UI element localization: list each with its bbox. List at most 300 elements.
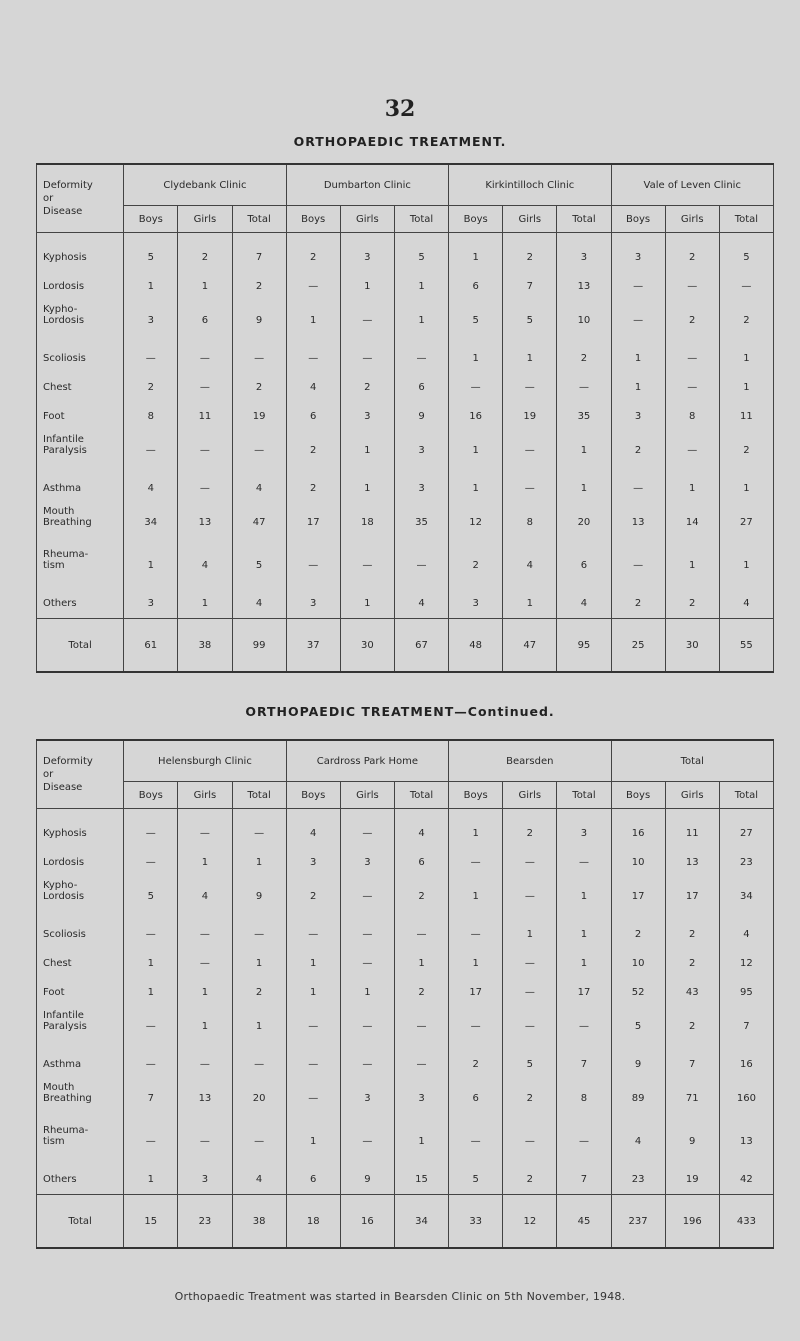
table-cell: 2 [557,344,611,373]
table-cell: 17 [449,978,503,1007]
table-cell: 3 [557,243,611,272]
subheader-girls: Girls [178,782,232,809]
table-cell: 17 [286,517,340,546]
table-cell: — [340,819,394,848]
table-cell: 5 [232,560,286,589]
subheader-total: Total [232,206,286,233]
table-cell: 2 [286,243,340,272]
table-cell: 15 [394,1165,448,1195]
row-label: Paralysis [37,445,124,474]
table-row [37,1136,774,1165]
table-cell: 2 [124,373,178,402]
table-cell: — [394,1050,448,1079]
subheader-boys: Boys [124,206,178,233]
total-cell: 47 [503,619,557,673]
table-cell: 3 [449,589,503,619]
table-cell: 2 [665,1021,719,1050]
table-cell: 2 [503,819,557,848]
table-cell: 1 [178,848,232,877]
table-cell: 11 [665,819,719,848]
table-cell: 1 [178,272,232,301]
table-row [37,1050,774,1079]
clinic-header: Clydebank Clinic [124,164,286,206]
table-row [37,402,774,431]
row-label: Foot [37,978,124,1007]
table-cell: 7 [719,1021,773,1050]
total-cell: 237 [611,1195,665,1249]
table-cell: — [503,373,557,402]
table-cell: — [124,445,178,474]
table-cell: 1 [611,373,665,402]
table-cell: 47 [232,517,286,546]
table-cell: 5 [449,315,503,344]
table-cell: — [286,560,340,589]
total-cell: 38 [178,619,232,673]
table-cell: 1 [340,978,394,1007]
table-row [37,1165,774,1195]
table-cell: — [557,1136,611,1165]
table-cell: 14 [665,517,719,546]
clinic-header: Total [611,740,773,782]
table-cell: 4 [232,589,286,619]
subheader-boys: Boys [124,782,178,809]
table-cell: — [611,272,665,301]
table-cell: — [449,373,503,402]
table-cell: 11 [719,402,773,431]
table-cell: 1 [557,920,611,949]
total-cell: 16 [340,1195,394,1249]
row-label: Others [37,589,124,619]
row-label: Kyphosis [37,819,124,848]
row-label: Scoliosis [37,344,124,373]
table-cell: 12 [719,949,773,978]
disease-column-header [37,164,124,233]
clinic-header: Cardross Park Home [286,740,448,782]
table-cell: 2 [503,1165,557,1195]
row-label: Lordosis [37,891,124,920]
total-label: Total [37,1195,124,1249]
table-cell: 7 [557,1165,611,1195]
table-cell: 7 [557,1050,611,1079]
table-row [37,978,774,1007]
table-cell: 4 [232,474,286,503]
total-cell: 34 [394,1195,448,1249]
table-cell: — [286,1050,340,1079]
table-cell: — [340,920,394,949]
table-cell: 12 [449,517,503,546]
table-cell: 10 [611,949,665,978]
table-cell: 1 [449,243,503,272]
table-cell: 3 [611,243,665,272]
total-cell: 37 [286,619,340,673]
table-cell: 3 [124,589,178,619]
table-cell: 9 [611,1050,665,1079]
table-cell: — [394,560,448,589]
table-cell: 2 [449,1050,503,1079]
table-cell: — [340,560,394,589]
row-label: Lordosis [37,315,124,344]
table-cell: 34 [124,517,178,546]
table-cell: — [665,373,719,402]
table-cell: 43 [665,978,719,1007]
table-cell: 8 [124,402,178,431]
table-cell: 1 [557,891,611,920]
table-cell: 1 [340,589,394,619]
table-cell: — [611,560,665,589]
subheader-boys: Boys [611,206,665,233]
table-cell: 6 [178,315,232,344]
table-cell: 89 [611,1093,665,1122]
row-label: tism [37,1136,124,1165]
table-cell: — [340,891,394,920]
table-cell: 13 [719,1136,773,1165]
table-cell: 4 [394,819,448,848]
table-cell: 1 [503,920,557,949]
table-cell: — [503,848,557,877]
total-cell: 67 [394,619,448,673]
table-cell: — [394,344,448,373]
subheader-girls: Girls [665,206,719,233]
table-cell: 7 [232,243,286,272]
table-cell: 1 [449,344,503,373]
table-cell: — [665,272,719,301]
table-row [37,272,774,301]
table-cell: — [178,373,232,402]
table-cell: 4 [232,1165,286,1195]
table-cell: — [503,1021,557,1050]
table-cell: 5 [719,243,773,272]
table-row [37,243,774,272]
table-cell: 10 [557,315,611,344]
disease-header-word: Deformity [43,756,93,767]
table-cell: 7 [124,1093,178,1122]
table-cell: 2 [178,243,232,272]
table-cell: 1 [557,445,611,474]
table-cell: — [232,344,286,373]
table-cell: 1 [394,315,448,344]
table-cell: — [449,1136,503,1165]
subheader-girls: Girls [178,206,232,233]
table-cell: 34 [719,891,773,920]
row-label: Scoliosis [37,920,124,949]
table-cell: 9 [665,1136,719,1165]
subheader-girls: Girls [665,782,719,809]
table-cell: 160 [719,1093,773,1122]
table-cell: 16 [611,819,665,848]
table-cell: — [124,344,178,373]
table-cell: 1 [394,272,448,301]
table-cell: — [178,344,232,373]
table-cell: — [449,920,503,949]
total-cell: 61 [124,619,178,673]
table-cell: — [340,1021,394,1050]
table-cell: 1 [232,848,286,877]
table-cell: 3 [394,474,448,503]
table-cell: — [178,474,232,503]
total-cell: 196 [665,1195,719,1249]
table-cell: 1 [665,560,719,589]
table-cell: 3 [124,315,178,344]
table-cell: 9 [232,315,286,344]
table-cell: 1 [124,1165,178,1195]
disease-header-word: Deformity [43,180,93,191]
table-cell: — [503,474,557,503]
subheader-total: Total [719,206,773,233]
table-cell: 71 [665,1093,719,1122]
table-cell: 8 [557,1093,611,1122]
table-cell: — [232,819,286,848]
table-cell: — [178,445,232,474]
subheader-total: Total [557,782,611,809]
table-cell: — [232,445,286,474]
table-cell: 23 [719,848,773,877]
subheader-girls: Girls [503,206,557,233]
subheader-boys: Boys [611,782,665,809]
table2-title: ORTHOPAEDIC TREATMENT—Continued. [245,704,555,719]
subheader-total: Total [232,782,286,809]
row-label: Chest [37,373,124,402]
table-row [37,589,774,619]
total-cell: 33 [449,1195,503,1249]
table-cell: — [124,920,178,949]
table-cell: 2 [503,243,557,272]
table-cell: 1 [124,272,178,301]
table-cell: 16 [719,1050,773,1079]
table-cell: — [503,949,557,978]
subheader-boys: Boys [449,206,503,233]
table-cell: 1 [557,949,611,978]
table-cell: — [503,445,557,474]
table-cell: 2 [394,891,448,920]
row-label-prefix: Rheuma- [37,546,124,560]
table-cell: 1 [665,474,719,503]
table-cell: — [394,1021,448,1050]
table-cell: 1 [503,589,557,619]
table-cell: 3 [340,402,394,431]
total-row [37,619,774,673]
table-cell: 1 [124,978,178,1007]
table-cell: — [232,1050,286,1079]
table-cell: 2 [665,920,719,949]
table-cell: — [719,272,773,301]
table-cell: 1 [340,474,394,503]
table-cell: — [611,315,665,344]
table-cell: 1 [124,560,178,589]
table-row [37,517,774,546]
row-label-prefix: Kypho- [37,301,124,315]
table-cell: 5 [503,315,557,344]
table-cell: 1 [449,891,503,920]
subheader-boys: Boys [286,206,340,233]
table-cell: — [611,474,665,503]
table-cell: 4 [503,560,557,589]
total-cell: 433 [719,1195,773,1249]
table-cell: — [340,344,394,373]
disease-column-header [37,740,124,809]
total-cell: 48 [449,619,503,673]
table-row [37,920,774,949]
table-cell: 8 [503,517,557,546]
table-cell: — [124,1136,178,1165]
table-row [37,560,774,589]
table-cell: 42 [719,1165,773,1195]
total-cell: 18 [286,1195,340,1249]
table-cell: — [340,1050,394,1079]
table-cell: 19 [503,402,557,431]
subheader-total: Total [719,782,773,809]
table-cell: 19 [232,402,286,431]
table-cell: 6 [394,848,448,877]
table-cell: — [178,949,232,978]
table-cell: 4 [178,891,232,920]
row-label-prefix: Mouth [37,1079,124,1093]
table-cell: 1 [449,474,503,503]
table-cell: 4 [286,819,340,848]
table-cell: 13 [178,517,232,546]
total-cell: 12 [503,1195,557,1249]
table-row [37,344,774,373]
row-label: Breathing [37,1093,124,1122]
row-label-prefix: Kypho- [37,877,124,891]
table-cell: — [178,819,232,848]
table-cell: — [286,1093,340,1122]
table-cell: 2 [665,243,719,272]
table-cell: 17 [557,978,611,1007]
table-cell: — [124,848,178,877]
table-cell: — [557,373,611,402]
table-cell: — [340,315,394,344]
row-label-prefix: Mouth [37,503,124,517]
total-cell: 55 [719,619,773,673]
table-row [37,1093,774,1122]
table-cell: 10 [611,848,665,877]
table-cell: 2 [286,891,340,920]
table-cell: 13 [557,272,611,301]
table-cell: 9 [394,402,448,431]
table-row [37,848,774,877]
table-cell: 3 [178,1165,232,1195]
table-cell: — [665,344,719,373]
table-cell: 1 [449,949,503,978]
table-cell: 4 [557,589,611,619]
table-cell: 2 [232,373,286,402]
table-row [37,315,774,344]
table-cell: 1 [719,373,773,402]
table-cell: 52 [611,978,665,1007]
table-cell: 3 [286,589,340,619]
table-cell: 6 [286,1165,340,1195]
table-row [37,949,774,978]
page-number: 32 [384,96,416,122]
table-cell: 4 [286,373,340,402]
table-cell: 1 [557,474,611,503]
subheader-total: Total [394,206,448,233]
total-cell: 30 [340,619,394,673]
table-cell: 6 [449,1093,503,1122]
table-cell: 1 [286,949,340,978]
total-cell: 99 [232,619,286,673]
table-cell: 2 [665,315,719,344]
table-cell: 2 [394,978,448,1007]
table-row [37,445,774,474]
table-cell: 19 [665,1165,719,1195]
clinic-header: Dumbarton Clinic [286,164,448,206]
total-label: Total [37,619,124,673]
table-cell: — [503,1136,557,1165]
table-cell: 1 [719,344,773,373]
table-cell: 6 [449,272,503,301]
table-row [37,891,774,920]
table-cell: 4 [611,1136,665,1165]
row-label: Kyphosis [37,243,124,272]
table-cell: 27 [719,819,773,848]
table-cell: 1 [611,344,665,373]
total-cell: 95 [557,619,611,673]
table-cell: — [286,272,340,301]
table-cell: 3 [557,819,611,848]
row-label: Asthma [37,1050,124,1079]
table-cell: 2 [665,949,719,978]
total-cell: 15 [124,1195,178,1249]
row-label: Others [37,1165,124,1195]
total-cell: 25 [611,619,665,673]
table-cell: — [503,978,557,1007]
table-cell: 2 [286,474,340,503]
table-cell: 4 [719,920,773,949]
table-row [37,474,774,503]
table-cell: 4 [124,474,178,503]
table-cell: 1 [449,819,503,848]
table-cell: 1 [449,445,503,474]
table-cell: 9 [232,891,286,920]
table-cell: — [232,920,286,949]
table-cell: 1 [178,978,232,1007]
table-cell: 35 [557,402,611,431]
table-cell: 1 [232,1021,286,1050]
row-label-prefix: Infantile [37,1007,124,1021]
table-cell: 1 [124,949,178,978]
table-cell: — [286,920,340,949]
table-cell: — [124,1050,178,1079]
table-cell: — [178,1136,232,1165]
disease-header-word: Disease [43,782,83,793]
table-cell: 6 [557,560,611,589]
table-cell: — [286,1021,340,1050]
table-cell: — [286,344,340,373]
table-cell: 5 [394,243,448,272]
table-cell: — [340,949,394,978]
table-cell: 5 [124,891,178,920]
table-cell: 16 [449,402,503,431]
table-cell: 2 [611,589,665,619]
table-cell: 95 [719,978,773,1007]
row-label: tism [37,560,124,589]
subheader-girls: Girls [340,782,394,809]
table-cell: 7 [503,272,557,301]
table-cell: 5 [503,1050,557,1079]
row-label: Asthma [37,474,124,503]
table-cell: 17 [665,891,719,920]
subheader-girls: Girls [503,782,557,809]
table-cell: 13 [665,848,719,877]
clinic-header: Vale of Leven Clinic [611,164,773,206]
table-cell: 27 [719,517,773,546]
table-cell: 1 [286,1136,340,1165]
table-cell: 6 [286,402,340,431]
table-cell: 1 [394,1136,448,1165]
table-cell: — [503,891,557,920]
table-cell: 11 [178,402,232,431]
